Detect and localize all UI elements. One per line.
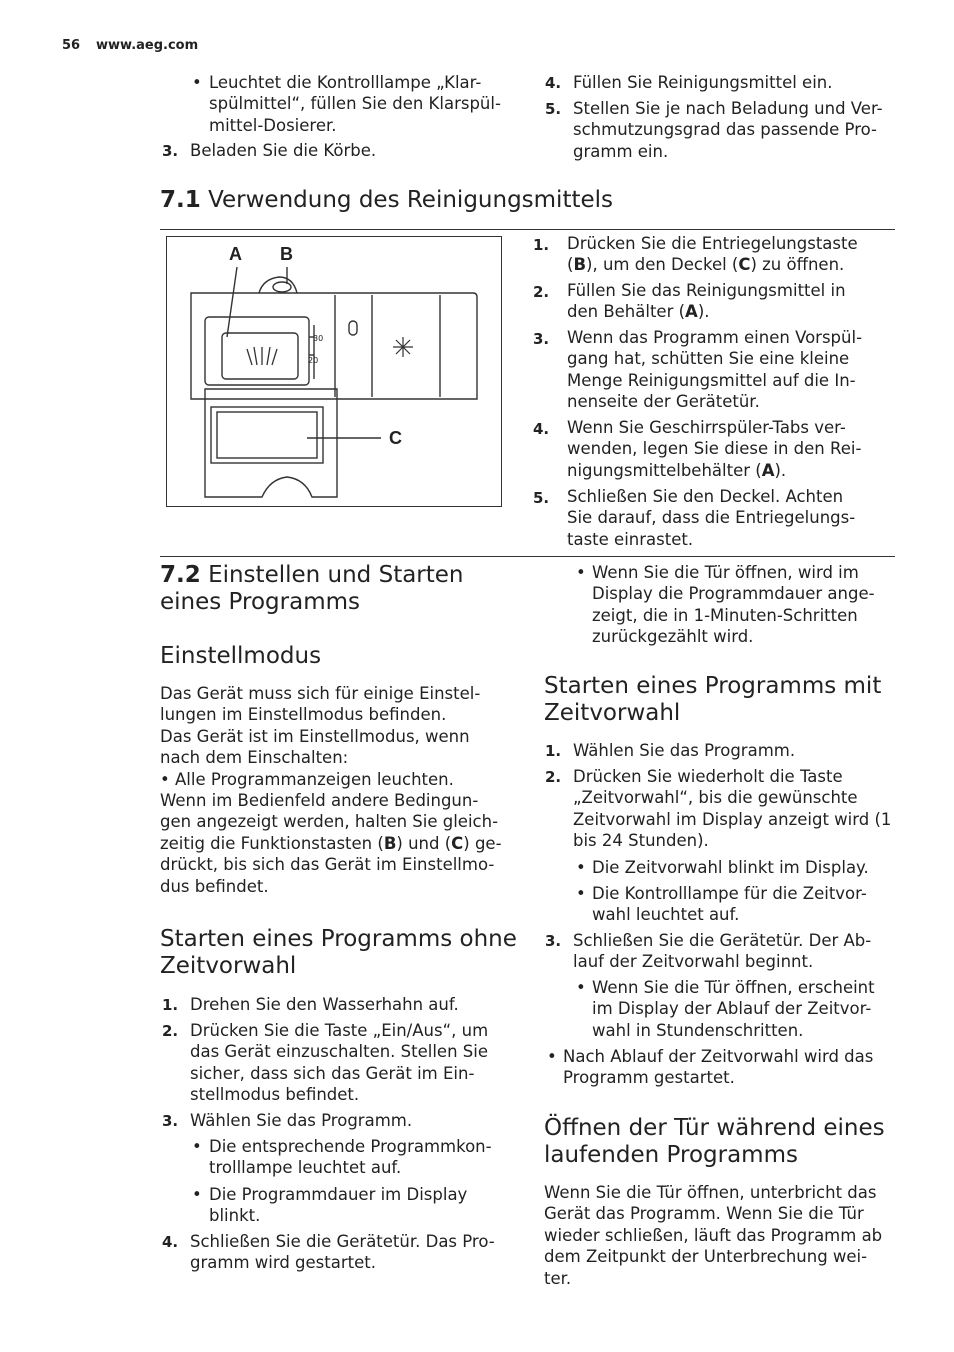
text-line: Zeitvorwahl im Display anzeigt wird (1 bbox=[573, 809, 892, 829]
text-line: Das Gerät muss sich für einige Einstel- bbox=[160, 684, 481, 703]
step-number: 5. bbox=[533, 489, 550, 507]
text-line: stellmodus befindet. bbox=[190, 1085, 360, 1105]
bullet-marker: • bbox=[576, 978, 586, 997]
step-text bbox=[567, 486, 897, 550]
text-line: Nach Ablauf der Zeitvorwahl wird das bbox=[563, 1047, 874, 1066]
text-line: Schließen Sie die Gerätetür. Das Pro- bbox=[190, 1232, 495, 1251]
section-title-line: Einstellen und Starten bbox=[208, 562, 464, 588]
step-text bbox=[190, 1020, 520, 1106]
text-line: Das Gerät ist im Einstellmodus, wenn bbox=[160, 726, 470, 746]
text-line: wahl leuchtet auf. bbox=[592, 905, 740, 925]
text-line: nach dem Einschalten: bbox=[160, 748, 349, 768]
section-rule-top bbox=[160, 229, 895, 230]
text-line: gen angezeigt werden, halten Sie gleich- bbox=[160, 812, 499, 832]
text-line: (B), um den Deckel (C) zu öffnen. bbox=[567, 255, 845, 275]
heading-line: Starten eines Programms ohne bbox=[160, 926, 517, 952]
text-line: im Display der Ablauf der Zeitvor- bbox=[592, 999, 872, 1019]
text-line: wahl in Stundenschritten. bbox=[592, 1020, 804, 1040]
step-number: 4. bbox=[162, 1233, 179, 1251]
text-line: Leuchtet die Kontrolllampe „Klar- bbox=[209, 73, 482, 92]
text-line: spülmittel“, füllen Sie den Klarspül- bbox=[209, 94, 501, 114]
step-number: 1. bbox=[533, 236, 550, 254]
step-text: Beladen Sie die Körbe. bbox=[190, 141, 377, 160]
text-line: Wenn das Programm einen Vorspül- bbox=[567, 328, 863, 347]
step-number: 1. bbox=[162, 996, 179, 1014]
text-line: „Zeitvorwahl“, bis die gewünschte bbox=[573, 788, 858, 808]
text-line: Menge Reinigungsmittel auf die In- bbox=[567, 370, 856, 390]
text-line: drückt, bis sich das Gerät im Einstellmo- bbox=[160, 855, 495, 875]
text-line: gang hat, schütten Sie eine kleine bbox=[567, 349, 850, 369]
text-line: Wenn Sie die Tür öffnen, unterbricht das bbox=[544, 1183, 877, 1202]
text-line: Die entsprechende Programmkon- bbox=[209, 1137, 492, 1156]
text-line: wieder schließen, läuft das Programm ab bbox=[544, 1225, 883, 1245]
bullet-text bbox=[592, 977, 902, 1041]
step-number: 3. bbox=[545, 932, 562, 950]
step-text: Wählen Sie das Programm. bbox=[573, 741, 796, 760]
text-line: zeigt, die in 1-Minuten-Schritten bbox=[592, 605, 858, 625]
text-line: zeitig die Funktionstasten (B) und (C) ge- bbox=[160, 833, 502, 853]
text-line: zurückgezählt wird. bbox=[592, 627, 754, 647]
text-line: Wenn Sie die Tür öffnen, wird im bbox=[592, 563, 859, 582]
text-line: mittel-Dosierer. bbox=[209, 115, 337, 135]
text-line: Schließen Sie die Gerätetür. Der Ab- bbox=[573, 931, 872, 950]
bullet-marker: • bbox=[576, 858, 586, 877]
label-c: C bbox=[389, 428, 402, 448]
text-line: Stellen Sie je nach Beladung und Ver- bbox=[573, 99, 883, 118]
step-number: 3. bbox=[162, 142, 179, 160]
heading-line: laufenden Programms bbox=[544, 1142, 798, 1168]
text-line: schmutzungsgrad das passende Pro- bbox=[573, 120, 877, 140]
text-line: Display die Programmdauer ange- bbox=[592, 584, 875, 604]
label-a: A bbox=[229, 244, 242, 264]
step-text bbox=[567, 417, 897, 481]
text-line: gramm wird gestartet. bbox=[190, 1253, 376, 1273]
section-rule-bottom bbox=[160, 556, 895, 557]
step-text: Wählen Sie das Programm. bbox=[190, 1111, 413, 1130]
text-line: nenseite der Gerätetür. bbox=[567, 392, 760, 412]
step-number: 4. bbox=[533, 420, 550, 438]
text-line: taste einrastet. bbox=[567, 529, 694, 549]
text-line: Wenn Sie Geschirrspüler-Tabs ver- bbox=[567, 418, 846, 437]
top-left-bullet bbox=[209, 72, 519, 136]
einstellmodus-paragraph bbox=[160, 683, 520, 897]
text-line: lungen im Einstellmodus befinden. bbox=[160, 705, 447, 725]
step-text bbox=[567, 327, 897, 413]
step-text: Drehen Sie den Wasserhahn auf. bbox=[190, 995, 459, 1014]
text-line: dem Zeitpunkt der Unterbrechung wei- bbox=[544, 1247, 868, 1267]
text-line: nigungsmittelbehälter (A). bbox=[567, 460, 787, 480]
bullet-text bbox=[563, 1046, 903, 1089]
text-line: bis 24 Stunden). bbox=[573, 831, 709, 851]
bullet-marker: • bbox=[192, 1185, 202, 1204]
text-line: Sie darauf, dass die Entriegelungs- bbox=[567, 508, 856, 528]
bullet-text bbox=[592, 883, 902, 926]
text-line: Schließen Sie den Deckel. Achten bbox=[567, 487, 844, 506]
ohne-zeitvorwahl-heading bbox=[160, 926, 520, 980]
text-line: Drücken Sie wiederholt die Taste bbox=[573, 767, 843, 786]
step-text bbox=[573, 98, 903, 162]
text-line: wenden, legen Sie diese in den Rei- bbox=[567, 439, 862, 459]
dispenser-illustration bbox=[167, 237, 503, 508]
step-number: 5. bbox=[545, 100, 562, 118]
step-text bbox=[190, 1231, 520, 1274]
bullet-text: Die Zeitvorwahl blinkt im Display. bbox=[592, 858, 869, 877]
bullet-text bbox=[592, 562, 902, 648]
section-title: Verwendung des Reinigungsmittels bbox=[208, 187, 614, 213]
text-line: gramm ein. bbox=[573, 141, 669, 161]
step-number: 2. bbox=[162, 1022, 179, 1040]
step-text bbox=[573, 766, 903, 852]
einstellmodus-bullet: • Alle Programmanzeigen leuchten. bbox=[160, 769, 454, 789]
website-url: www.aeg.com bbox=[96, 38, 199, 53]
heading-line: Öffnen der Tür während eines bbox=[544, 1115, 885, 1141]
section-number: 7.2 bbox=[160, 562, 201, 588]
bullet-marker: • bbox=[576, 884, 586, 903]
text-line: den Behälter (A). bbox=[567, 302, 710, 322]
step-number: 2. bbox=[545, 768, 562, 786]
step-number: 3. bbox=[533, 330, 550, 348]
step-text bbox=[567, 280, 897, 323]
text-line: Programm gestartet. bbox=[563, 1068, 735, 1088]
text-line: Gerät das Programm. Wenn Sie die Tür bbox=[544, 1204, 864, 1224]
tuer-paragraph bbox=[544, 1182, 904, 1289]
text-line: ter. bbox=[544, 1268, 572, 1288]
text-line: Füllen Sie das Reinigungsmittel in bbox=[567, 281, 846, 300]
bullet-text: Alle Programmanzeigen leuchten. bbox=[174, 769, 454, 789]
section-number: 7.1 bbox=[160, 187, 201, 213]
einstellmodus-heading: Einstellmodus bbox=[160, 643, 322, 669]
step-text bbox=[567, 233, 897, 276]
tuer-oeffnen-heading bbox=[544, 1115, 904, 1169]
step-text bbox=[573, 930, 903, 973]
section-7-1-heading bbox=[160, 187, 613, 214]
bullet-marker: • bbox=[547, 1047, 557, 1066]
text-line: sicher, dass sich das Gerät im Ein- bbox=[190, 1063, 475, 1083]
text-line: trolllampe leuchtet auf. bbox=[209, 1158, 402, 1178]
bullet-marker: • bbox=[192, 1137, 202, 1156]
dispenser-figure bbox=[166, 236, 502, 507]
heading-line: Zeitvorwahl bbox=[544, 700, 681, 726]
step-text: Füllen Sie Reinigungsmittel ein. bbox=[573, 73, 833, 92]
heading-line: Starten eines Programms mit bbox=[544, 673, 882, 699]
text-line: das Gerät einzuschalten. Stellen Sie bbox=[190, 1042, 488, 1062]
text-line: Drücken Sie die Taste „Ein/Aus“, um bbox=[190, 1021, 489, 1040]
label-b: B bbox=[280, 244, 293, 264]
heading-line: Zeitvorwahl bbox=[160, 953, 297, 979]
text-line: Wenn im Bedienfeld andere Bedingun- bbox=[160, 791, 479, 811]
text-line: lauf der Zeitvorwahl beginnt. bbox=[573, 952, 814, 972]
bullet-marker: • bbox=[576, 563, 586, 582]
text-line: Wenn Sie die Tür öffnen, erscheint bbox=[592, 978, 875, 997]
top-left-bullet-marker: • bbox=[192, 73, 202, 92]
step-number: 4. bbox=[545, 74, 562, 92]
mit-zeitvorwahl-heading bbox=[544, 673, 904, 727]
scale-label-30: 30 bbox=[313, 334, 324, 343]
text-line: dus befindet. bbox=[160, 876, 269, 896]
page-number: 56 bbox=[62, 38, 81, 53]
step-number: 2. bbox=[533, 283, 550, 301]
text-line: blinkt. bbox=[209, 1206, 261, 1226]
text-line: Die Programmdauer im Display bbox=[209, 1185, 468, 1204]
scale-label-20: 20 bbox=[308, 356, 319, 365]
step-number: 1. bbox=[545, 742, 562, 760]
section-7-2-heading bbox=[160, 562, 500, 616]
section-title-line: eines Programms bbox=[160, 589, 360, 615]
text-line: Drücken Sie die Entriegelungstaste bbox=[567, 234, 858, 253]
bullet-text bbox=[209, 1184, 519, 1227]
bullet-text bbox=[209, 1136, 519, 1179]
step-number: 3. bbox=[162, 1112, 179, 1130]
text-line: Die Kontrolllampe für die Zeitvor- bbox=[592, 884, 867, 903]
